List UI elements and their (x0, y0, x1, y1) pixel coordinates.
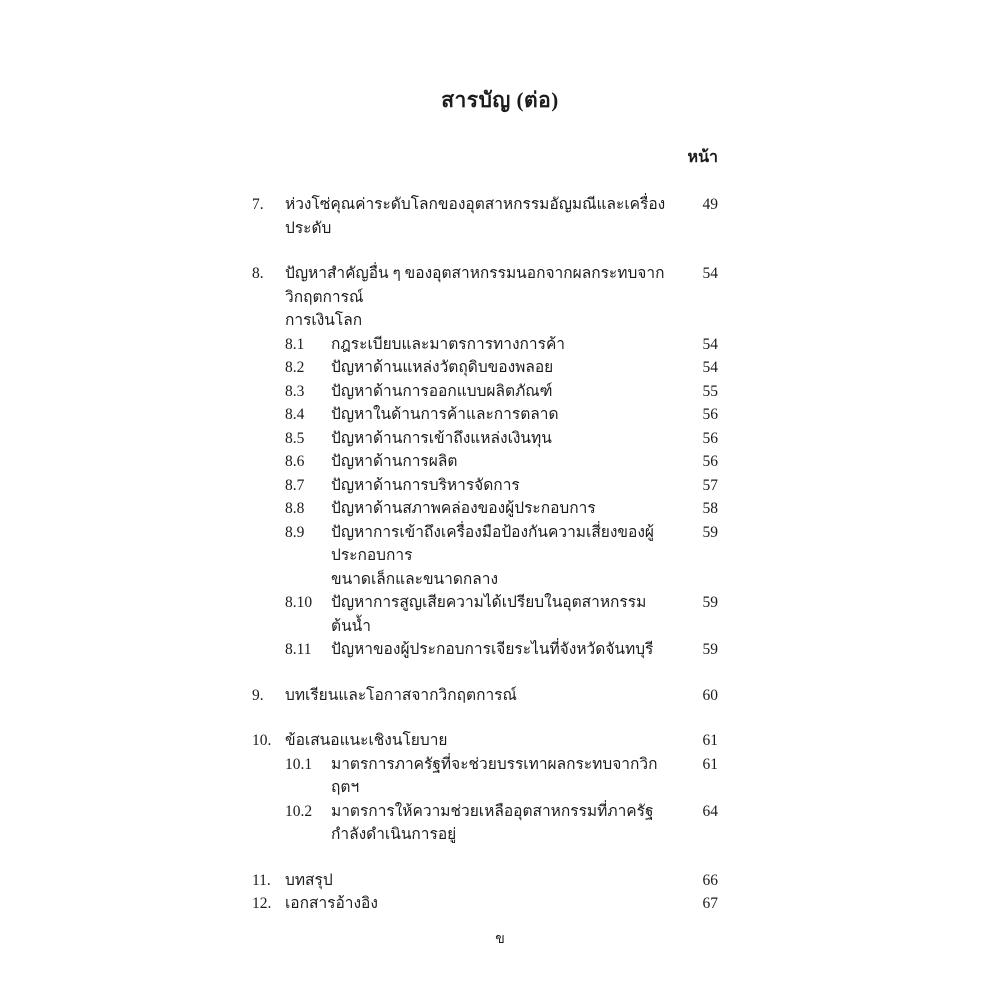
toc-entry-row (252, 753, 718, 800)
toc-entry-row (252, 497, 718, 521)
toc-entry-row (252, 800, 718, 847)
toc-entry-page: 56 (702, 429, 718, 447)
toc-entry-text: ข้อเสนอแนะเชิงนโยบาย (285, 732, 448, 749)
toc-entry-number: 8.8 (285, 500, 305, 517)
page-title: สารบัญ (ต่อ) (441, 88, 559, 112)
toc-entry-row (252, 474, 718, 498)
toc-entry-text: บทสรุป (285, 871, 333, 889)
toc-entry-number: 10.2 (285, 802, 313, 820)
toc-entry-text: ปัญหาด้านการเข้าถึงแหล่งเงินทุน (331, 429, 552, 447)
toc-entry-text: มาตรการภาครัฐที่จะช่วยบรรเทาผลกระทบจากวิกฤตฯ (331, 755, 658, 796)
toc-entry-row (252, 521, 718, 592)
footer-page-number: ข (495, 932, 505, 947)
toc-entry-text: กฎระเบียบและมาตรการทางการค้า (331, 335, 566, 353)
toc-entry-row (252, 193, 718, 240)
toc-entry-page: 59 (702, 641, 718, 658)
toc-entry-number: 10.1 (285, 755, 313, 773)
toc-entry-text: ปัญหาด้านการบริหารจัดการ (331, 476, 520, 494)
toc-entry-number: 8.4 (285, 406, 305, 423)
toc-entry-number: 10. (252, 732, 272, 749)
toc-entry-page: 56 (702, 406, 718, 423)
page-column-header: หน้า (687, 149, 718, 166)
toc-entry-page: 60 (702, 686, 718, 704)
toc-entry-page: 64 (702, 802, 718, 820)
toc-entry-text: ปัญหาด้านแหล่งวัตถุดิบของพลอย (331, 359, 554, 376)
toc-entry-number: 11. (252, 871, 271, 889)
toc-entry-page: 66 (702, 871, 718, 889)
toc-entry-row (252, 427, 718, 451)
toc-entry-text: ปัญหาสำคัญอื่น ๆ ของอุตสาหกรรมนอกจากผลกระทบจากวิกฤตการณ์ การเงินโลก (285, 265, 665, 329)
toc-entry-text: ปัญหาด้านการออกแบบผลิตภัณฑ์ (331, 382, 553, 400)
toc-entry-text: เอกสารอ้างอิง (285, 895, 378, 912)
toc-entry-number: 8.1 (285, 335, 305, 353)
toc-entry-number: 8.6 (285, 453, 305, 470)
toc-entry-number: 8. (252, 265, 264, 282)
toc-entry-page: 56 (702, 453, 718, 470)
toc-entry-number: 8.11 (285, 641, 312, 658)
toc-entry-row (252, 591, 718, 638)
toc-entry-page: 59 (702, 594, 718, 611)
toc-entry-page: 49 (702, 196, 718, 213)
toc-list (252, 193, 718, 916)
toc-entry-page: 54 (702, 335, 718, 353)
toc-entry-row (252, 403, 718, 427)
toc-entry-text: ปัญหาในด้านการค้าและการตลาด (331, 406, 559, 423)
toc-entry-row (252, 262, 718, 333)
toc-entry-page: 61 (702, 755, 718, 773)
toc-entry-number: 8.5 (285, 429, 305, 447)
toc-entry-number: 8.3 (285, 382, 305, 400)
toc-entry-number: 8.7 (285, 476, 305, 494)
toc-entry-page: 59 (702, 523, 718, 541)
toc-entry-page: 61 (702, 732, 718, 749)
toc-entry-text: ห่วงโซ่คุณค่าระดับโลกของอุตสาหกรรมอัญมณีและเครื่องประดับ (285, 196, 666, 237)
toc-entry-number: 8.10 (285, 594, 313, 611)
toc-entry-row (252, 892, 718, 916)
toc-entry-row (252, 450, 718, 474)
toc-entry-number: 8.9 (285, 523, 305, 541)
toc-entry-row (252, 333, 718, 357)
toc-entry-page: 54 (702, 359, 718, 376)
toc-entry-number: 9. (252, 686, 264, 704)
toc-entry-page: 57 (702, 476, 718, 494)
toc-entry-text: ปัญหาของผู้ประกอบการเจียระไนที่จังหวัดจันทบุรี (331, 641, 654, 658)
toc-entry-row (252, 356, 718, 380)
toc-entry-text: ปัญหาการสูญเสียความได้เปรียบในอุตสาหกรรมต้นน้ำ (331, 594, 647, 635)
toc-entry-page: 58 (702, 500, 718, 517)
toc-entry-number: 12. (252, 895, 272, 912)
toc-entry-page: 67 (702, 895, 718, 912)
toc-entry-page: 54 (702, 265, 718, 282)
toc-entry-row (252, 684, 718, 708)
toc-entry-row (252, 380, 718, 404)
toc-entry-row (252, 729, 718, 753)
toc-entry-text: ปัญหาด้านสภาพคล่องของผู้ประกอบการ (331, 500, 596, 517)
toc-entry-text: บทเรียนและโอกาสจากวิกฤตการณ์ (285, 686, 517, 704)
toc-entry-number: 8.2 (285, 359, 305, 376)
toc-entry-row (252, 869, 718, 893)
toc-entry-page: 55 (702, 382, 718, 400)
toc-entry-row (252, 638, 718, 662)
toc-entry-text: ปัญหาด้านการผลิต (331, 453, 458, 470)
toc-entry-text: ปัญหาการเข้าถึงเครื่องมือป้องกันความเสี่ยงของผู้ประกอบการ ขนาดเล็กและขนาดกลาง (331, 523, 654, 588)
toc-entry-number: 7. (252, 196, 264, 213)
toc-entry-text: มาตรการให้ความช่วยเหลืออุตสาหกรรมที่ภาครัฐกำลังดำเนินการอยู่ (331, 802, 654, 843)
